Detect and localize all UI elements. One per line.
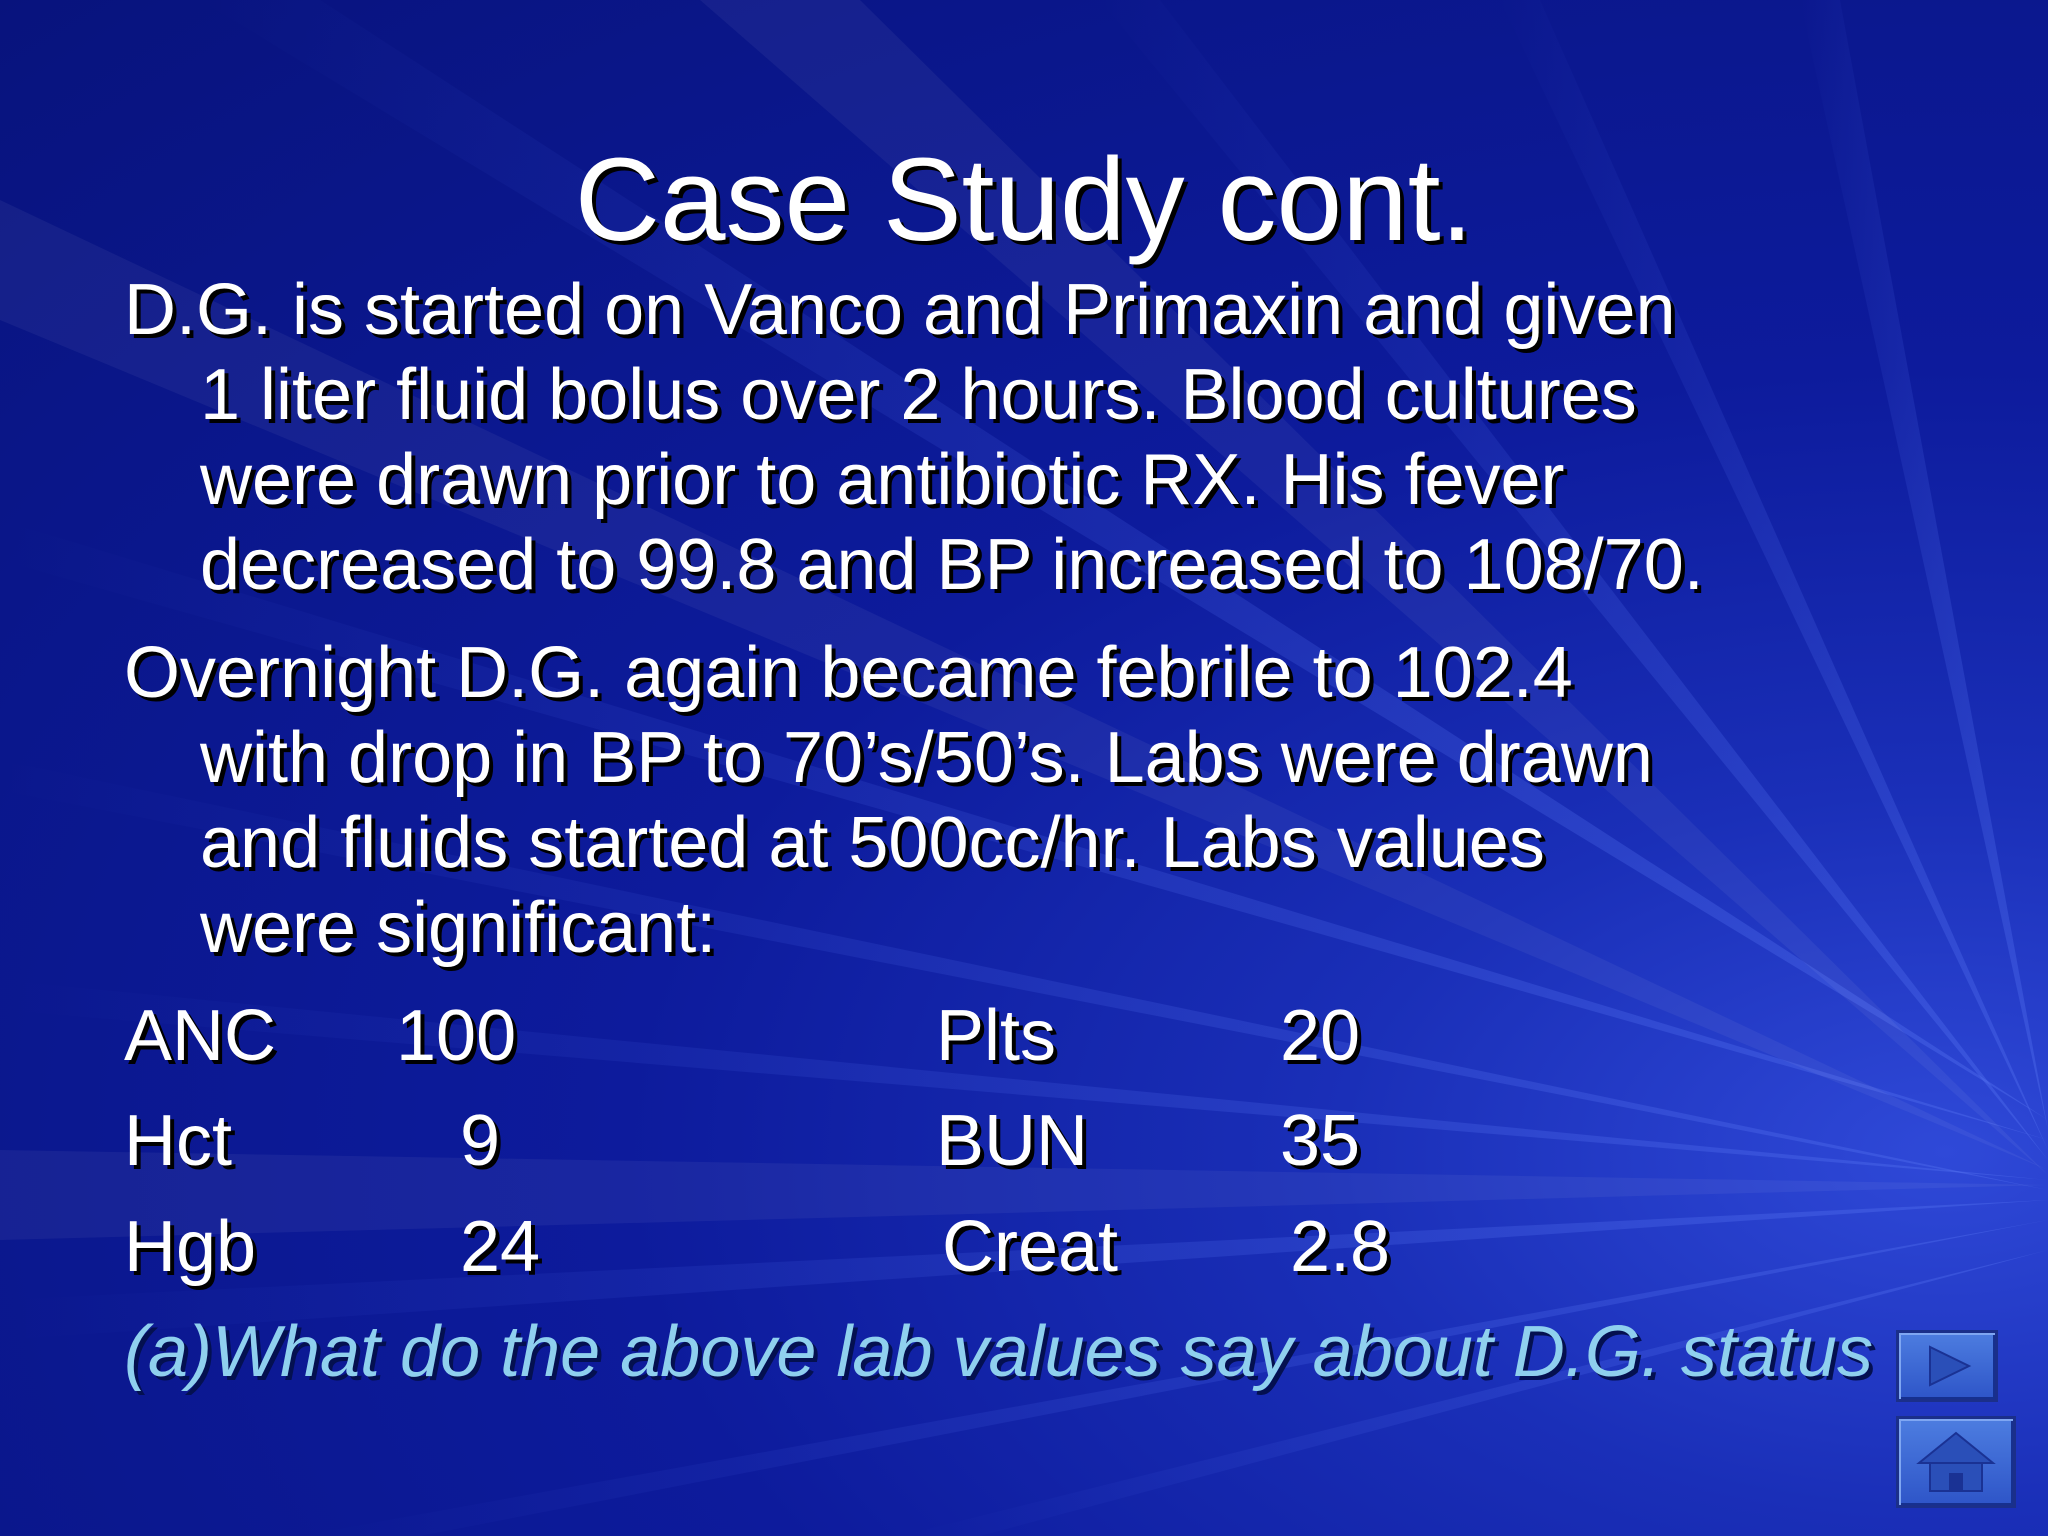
paragraph-overnight: [124, 631, 1653, 971]
paragraph-line: Overnight D.G. again became febrile to 102.4: [124, 633, 1573, 713]
home-button[interactable]: [1896, 1416, 2016, 1508]
lab-value-bun: 35: [1280, 1101, 1361, 1181]
lab-label-hgb: Hgb: [124, 1207, 257, 1287]
lab-value-hct: 9: [460, 1101, 501, 1181]
slide-title: Case Study cont.: [574, 134, 1474, 266]
paragraph-line: decreased to 99.8 and BP increased to 108/70.: [200, 525, 1704, 605]
paragraph-line: were drawn prior to antibiotic RX. His fever: [200, 440, 1565, 520]
paragraph-line: with drop in BP to 70’s/50’s. Labs were drawn: [200, 718, 1653, 798]
paragraph-line: 1 liter fluid bolus over 2 hours. Blood cultures: [200, 355, 1637, 435]
question-text: (a)What do the above lab values say about D.G. status: [124, 1312, 1873, 1392]
lab-label-hct: Hct: [124, 1101, 232, 1181]
paragraph-line: were significant:: [200, 888, 717, 968]
lab-label-creat: Creat: [942, 1207, 1119, 1287]
home-icon: [1899, 1419, 2013, 1505]
lab-label-anc: ANC: [124, 996, 277, 1076]
lab-value-creat: 2.8: [1290, 1207, 1391, 1287]
next-slide-button[interactable]: [1896, 1330, 1998, 1402]
lab-value-plts: 20: [1280, 996, 1361, 1076]
lab-label-bun: BUN: [936, 1101, 1089, 1181]
lab-label-plts: Plts: [936, 996, 1057, 1076]
play-icon: [1899, 1333, 1995, 1399]
paragraph-line: D.G. is started on Vanco and Primaxin and given: [124, 270, 1676, 350]
paragraph-treatment: [124, 268, 1704, 608]
lab-value-anc: 100: [396, 996, 517, 1076]
lab-value-hgb: 24: [460, 1207, 541, 1287]
paragraph-line: and fluids started at 500cc/hr. Labs values: [200, 803, 1545, 883]
